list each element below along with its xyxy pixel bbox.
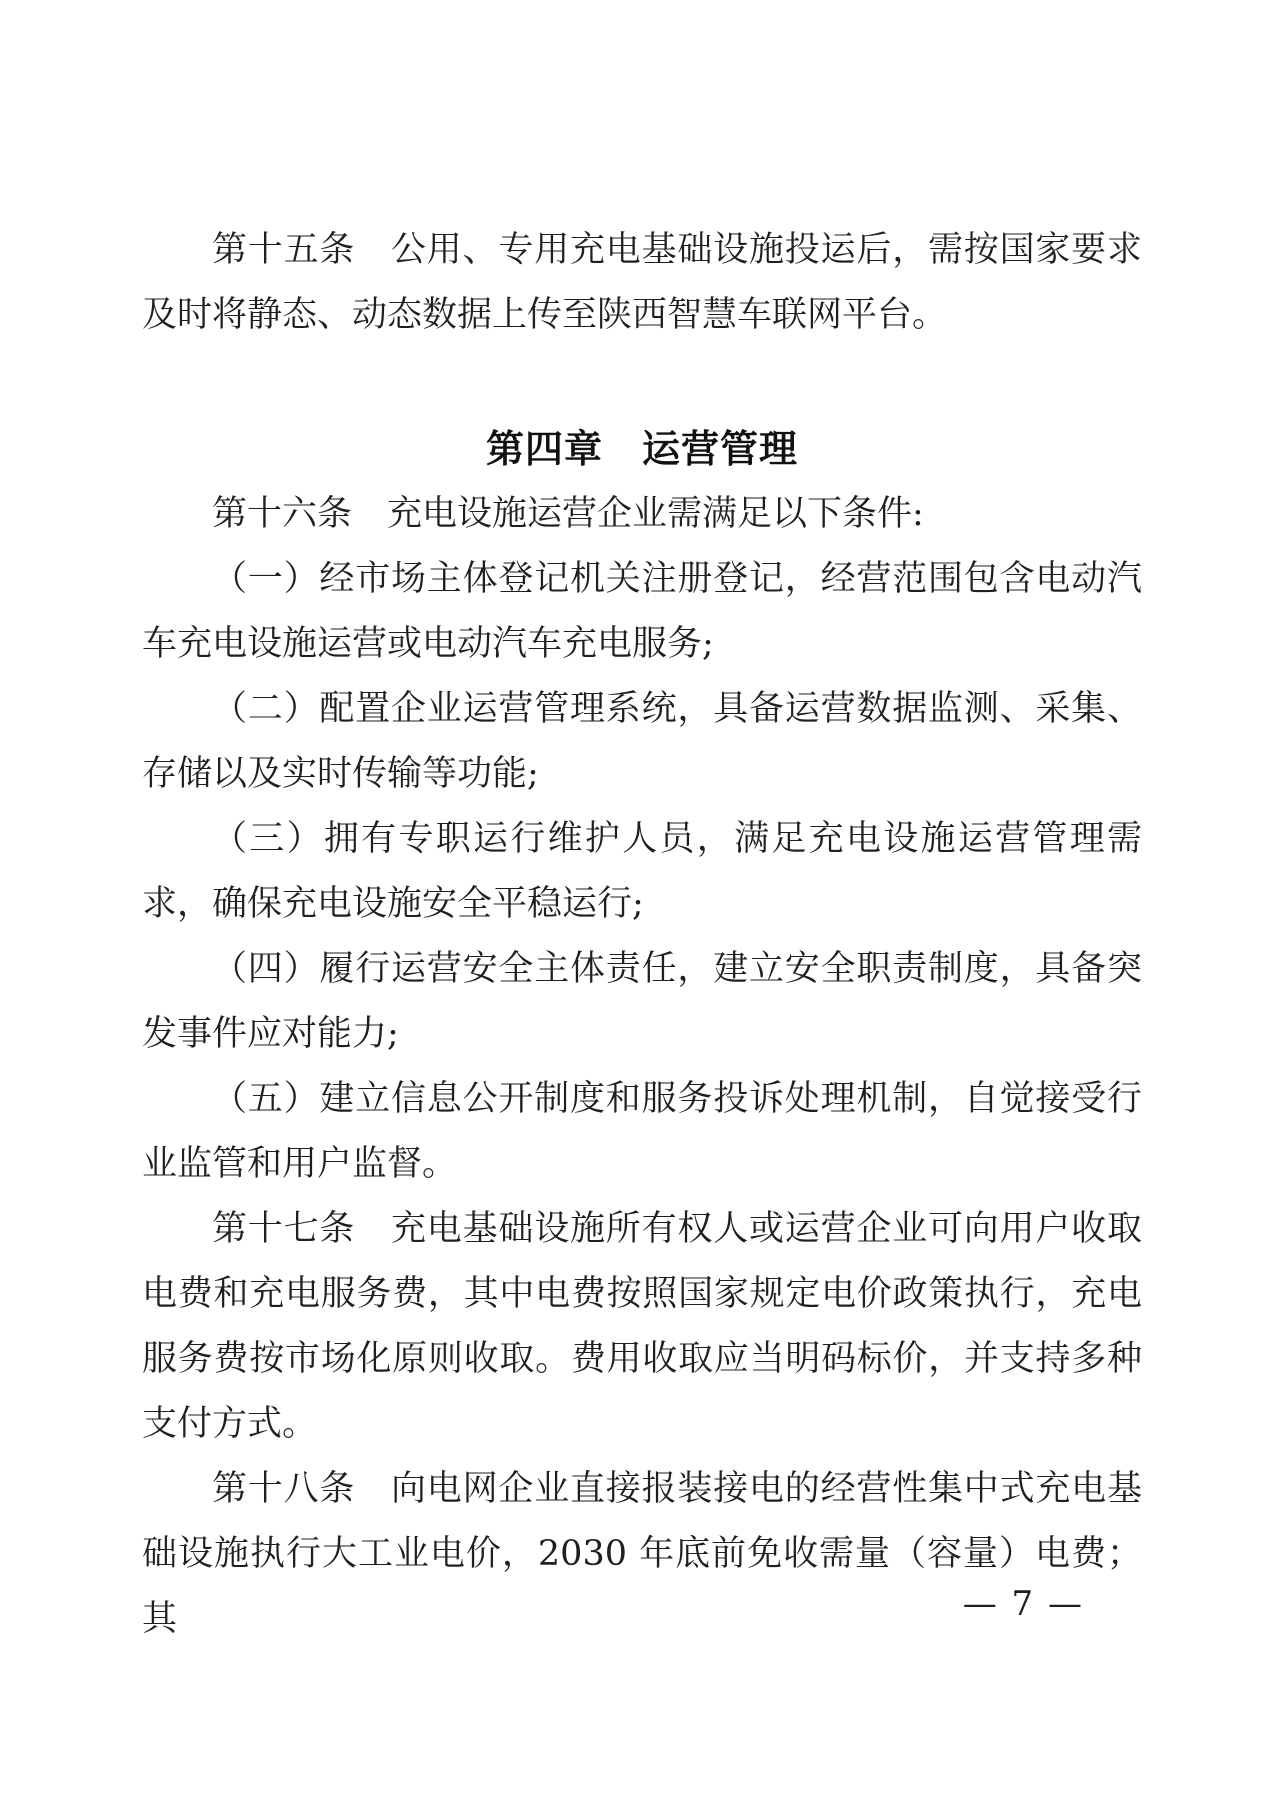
list-item-one: （一）经市场主体登记机关注册登记，经营范围包含电动汽车充电设施运营或电动汽车充电服务; (142, 559, 1142, 664)
paragraph-article-17: 第十七条 充电基础设施所有权人或运营企业可向用户收取电费和充电服务费，其中电费按照国家规定电价政策执行，充电服务费按市场化原则收取。费用收取应当明码标价，并支持多种支付方式。 (142, 1209, 1142, 1444)
list-item-four: （四）履行运营安全主体责任，建立安全职责制度，具备突发事件应对能力; (142, 949, 1142, 1054)
paragraph-article-16: 第十六条 充电设施运营企业需满足以下条件: (212, 494, 924, 534)
paragraph-article-18: 第十八条 向电网企业直接报装接电的经营性集中式充电基础设施执行大工业电价，2030 年底前免收需量（容量）电费；其 (142, 1469, 1142, 1639)
document-body (142, 218, 1142, 1652)
page-number: — 7 — (962, 1584, 1084, 1624)
list-item-two: （二）配置企业运营管理系统，具备运营数据监测、采集、存储以及实时传输等功能; (142, 689, 1142, 794)
chapter-heading: 第四章 运营管理 (485, 427, 798, 471)
paragraph-article-15: 第十五条 公用、专用充电基础设施投运后，需按国家要求及时将静态、动态数据上传至陕西智慧车联网平台。 (142, 230, 1142, 335)
list-item-three: （三）拥有专职运行维护人员，满足充电设施运营管理需求，确保充电设施安全平稳运行; (142, 819, 1142, 924)
list-item-five: （五）建立信息公开制度和服务投诉处理机制，自觉接受行业监管和用户监督。 (142, 1079, 1142, 1184)
